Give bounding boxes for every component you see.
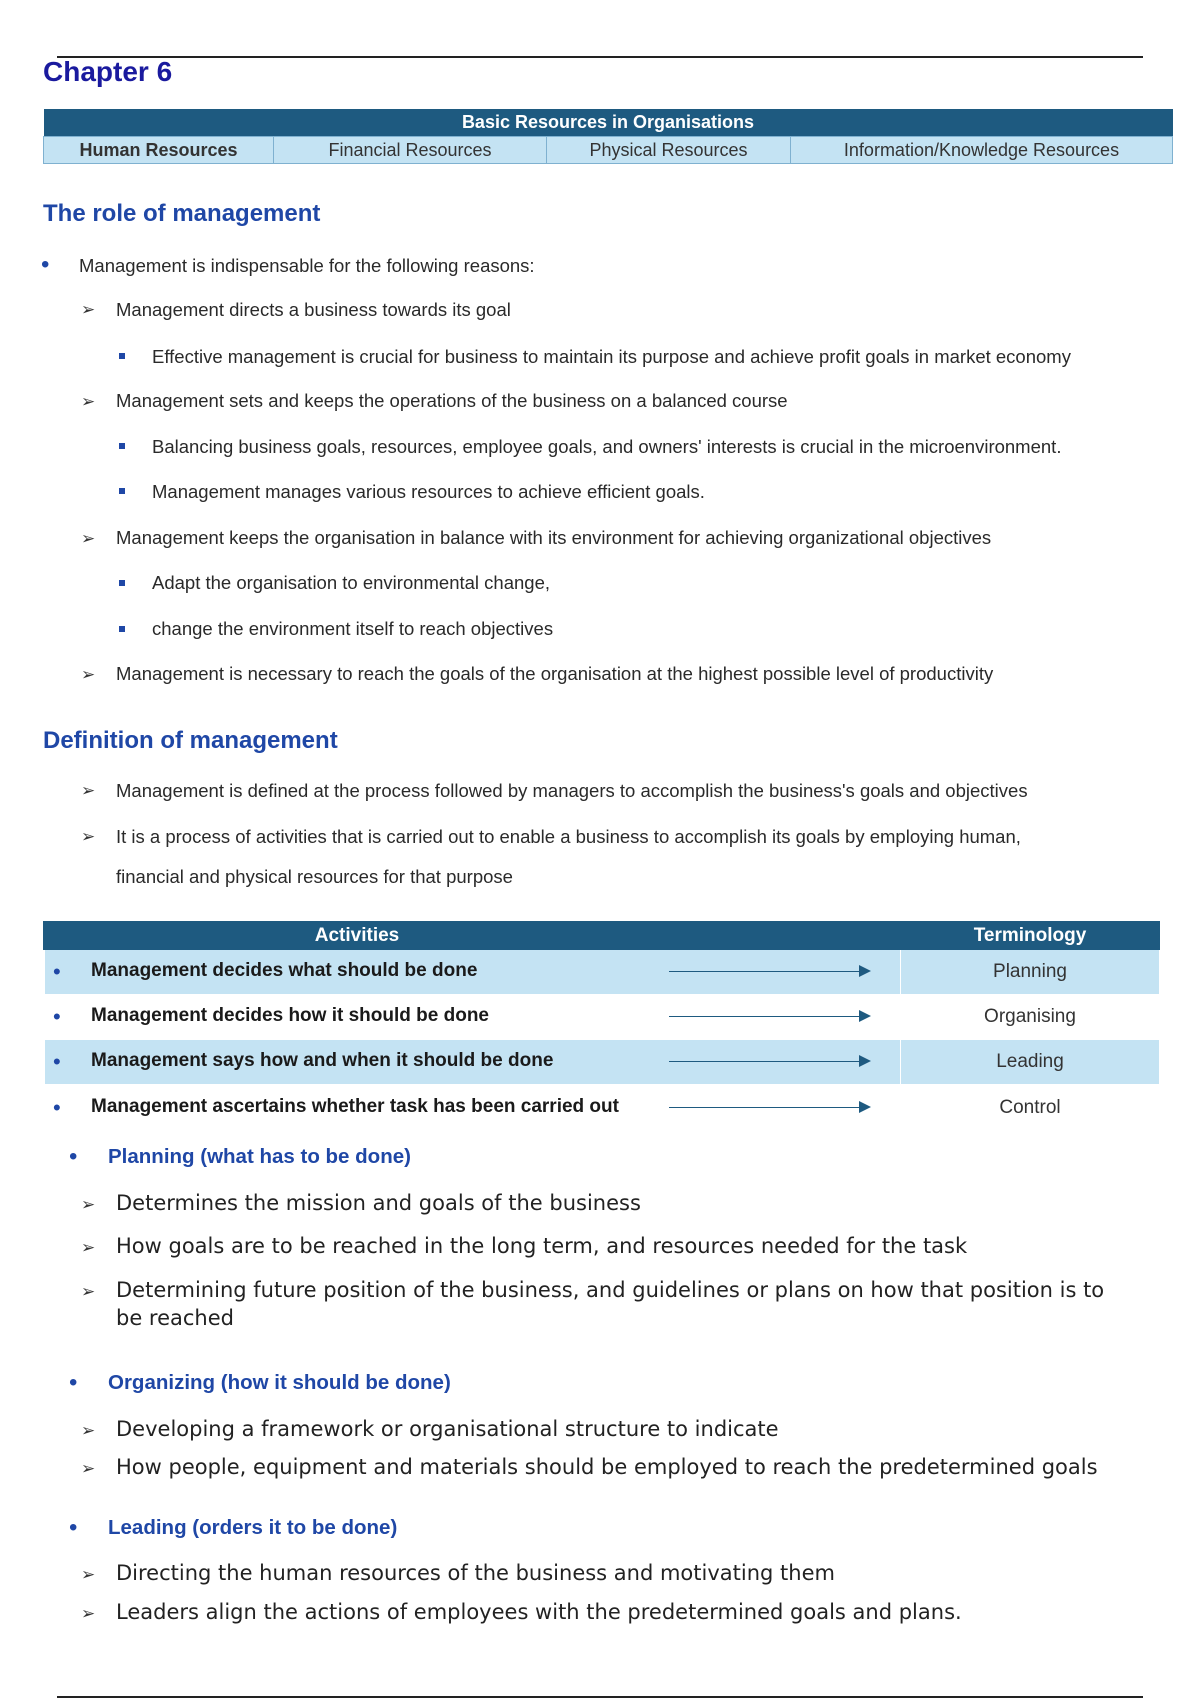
square-bullet-icon xyxy=(119,443,125,449)
arrow-line xyxy=(669,1107,864,1108)
term-cell xyxy=(901,950,1159,994)
role-point: Management directs a business towards its goal xyxy=(116,299,511,320)
header-terminology: Terminology xyxy=(973,925,1087,946)
arrow-bullet-icon: ➢ xyxy=(81,1604,96,1623)
arrow-right-icon xyxy=(859,965,871,977)
activities-table-header xyxy=(43,921,1160,950)
resources-table-title: Basic Resources in Organisations xyxy=(44,109,1173,137)
arrow-bullet-icon: ➢ xyxy=(81,1195,96,1214)
bottom-rule xyxy=(57,1696,1143,1698)
role-subpoint: Adapt the organisation to environmental change, xyxy=(152,572,551,593)
role-subpoint: change the environment itself to reach objectives xyxy=(152,618,554,639)
activity-text: Management decides what should be done xyxy=(91,960,478,981)
arrow-bullet-icon: ➢ xyxy=(81,1282,96,1301)
bullet-dot: • xyxy=(53,959,61,984)
bullet-dot: • xyxy=(69,1143,78,1170)
term-text: Control xyxy=(999,1097,1061,1118)
term-text: Leading xyxy=(996,1051,1064,1072)
top-rule xyxy=(57,56,1143,58)
activity-text: Management ascertains whether task has been carried out xyxy=(91,1096,619,1117)
role-subpoint: Management manages various resources to achieve efficient goals. xyxy=(152,481,705,502)
activity-text: Management says how and when it should be done xyxy=(91,1050,554,1071)
definition-point-continued: financial and physical resources for that purpose xyxy=(116,866,513,887)
role-subpoint: Balancing business goals, resources, employee goals, and owners' interests is crucial in the microenvironment. xyxy=(152,436,1062,457)
arrow-bullet-icon: ➢ xyxy=(81,300,96,319)
activity-text: Management decides how it should be done xyxy=(91,1005,489,1026)
activity-row xyxy=(43,950,1160,994)
organizing-point: Developing a framework or organisational structure to indicate xyxy=(116,1417,779,1441)
square-bullet-icon xyxy=(119,488,125,494)
resources-table xyxy=(43,109,1173,164)
planning-point-continued: be reached xyxy=(116,1306,234,1330)
organizing-point: How people, equipment and materials should be employed to reach the predetermined goals xyxy=(116,1455,1098,1479)
arrow-bullet-icon: ➢ xyxy=(81,1421,96,1440)
arrow-bullet-icon: ➢ xyxy=(81,392,96,411)
arrow-bullet-icon: ➢ xyxy=(81,1565,96,1584)
planning-point: How goals are to be reached in the long term, and resources needed for the task xyxy=(116,1234,968,1258)
planning-point: Determines the mission and goals of the business xyxy=(116,1191,641,1215)
activity-row xyxy=(43,995,1160,1039)
planning-heading: Planning (what has to be done) xyxy=(108,1145,411,1168)
arrow-right-icon xyxy=(859,1101,871,1113)
role-heading: The role of management xyxy=(43,200,321,227)
arrow-line xyxy=(669,1016,864,1017)
role-point: Management keeps the organisation in balance with its environment for achieving organizational objectives xyxy=(116,527,992,548)
term-cell xyxy=(901,995,1159,1039)
leading-point: Directing the human resources of the business and motivating them xyxy=(116,1561,835,1585)
resource-human: Human Resources xyxy=(44,137,274,164)
definition-point: Management is defined at the process followed by managers to accomplish the business's goals and objectives xyxy=(116,780,1028,801)
activity-row xyxy=(43,1040,1160,1084)
term-cell xyxy=(901,1040,1159,1084)
resource-financial: Financial Resources xyxy=(274,137,547,164)
arrow-bullet-icon: ➢ xyxy=(81,1238,96,1257)
arrow-bullet-icon: ➢ xyxy=(81,665,96,684)
arrow-bullet-icon: ➢ xyxy=(81,1459,96,1478)
term-text: Planning xyxy=(993,961,1067,982)
resource-physical: Physical Resources xyxy=(547,137,791,164)
chapter-title: Chapter 6 xyxy=(43,56,173,87)
square-bullet-icon xyxy=(119,626,125,632)
definition-point: It is a process of activities that is carried out to enable a business to accomplish its goals by employing human, xyxy=(116,826,1021,847)
organizing-heading: Organizing (how it should be done) xyxy=(108,1371,451,1394)
activity-row xyxy=(43,1086,1160,1130)
term-text: Organising xyxy=(984,1006,1076,1027)
header-activities: Activities xyxy=(314,925,400,946)
bullet-dot: • xyxy=(53,1004,61,1029)
term-cell xyxy=(901,1086,1159,1130)
arrow-line xyxy=(669,971,864,972)
leading-point: Leaders align the actions of employees with the predetermined goals and plans. xyxy=(116,1600,962,1624)
arrow-right-icon xyxy=(859,1055,871,1067)
resource-information: Information/Knowledge Resources xyxy=(791,137,1173,164)
role-subpoint: Effective management is crucial for business to maintain its purpose and achieve profit goals in market economy xyxy=(152,346,1071,367)
bullet-dot: • xyxy=(53,1095,61,1120)
bullet-dot: • xyxy=(69,1369,78,1396)
role-intro: Management is indispensable for the following reasons: xyxy=(79,255,535,276)
square-bullet-icon xyxy=(119,580,125,586)
arrow-bullet-icon: ➢ xyxy=(81,827,96,846)
arrow-line xyxy=(669,1061,864,1062)
arrow-bullet-icon: ➢ xyxy=(81,529,96,548)
definition-heading: Definition of management xyxy=(43,727,338,754)
arrow-bullet-icon: ➢ xyxy=(81,781,96,800)
bullet-dot: • xyxy=(41,251,50,278)
role-point: Management sets and keeps the operations of the business on a balanced course xyxy=(116,390,788,411)
bullet-dot: • xyxy=(53,1049,61,1074)
role-point: Management is necessary to reach the goals of the organisation at the highest possible level of productivity xyxy=(116,663,994,684)
arrow-right-icon xyxy=(859,1010,871,1022)
planning-point: Determining future position of the business, and guidelines or plans on how that position is to xyxy=(116,1278,1105,1302)
square-bullet-icon xyxy=(119,353,125,359)
bullet-dot: • xyxy=(69,1514,78,1541)
leading-heading: Leading (orders it to be done) xyxy=(108,1516,398,1539)
